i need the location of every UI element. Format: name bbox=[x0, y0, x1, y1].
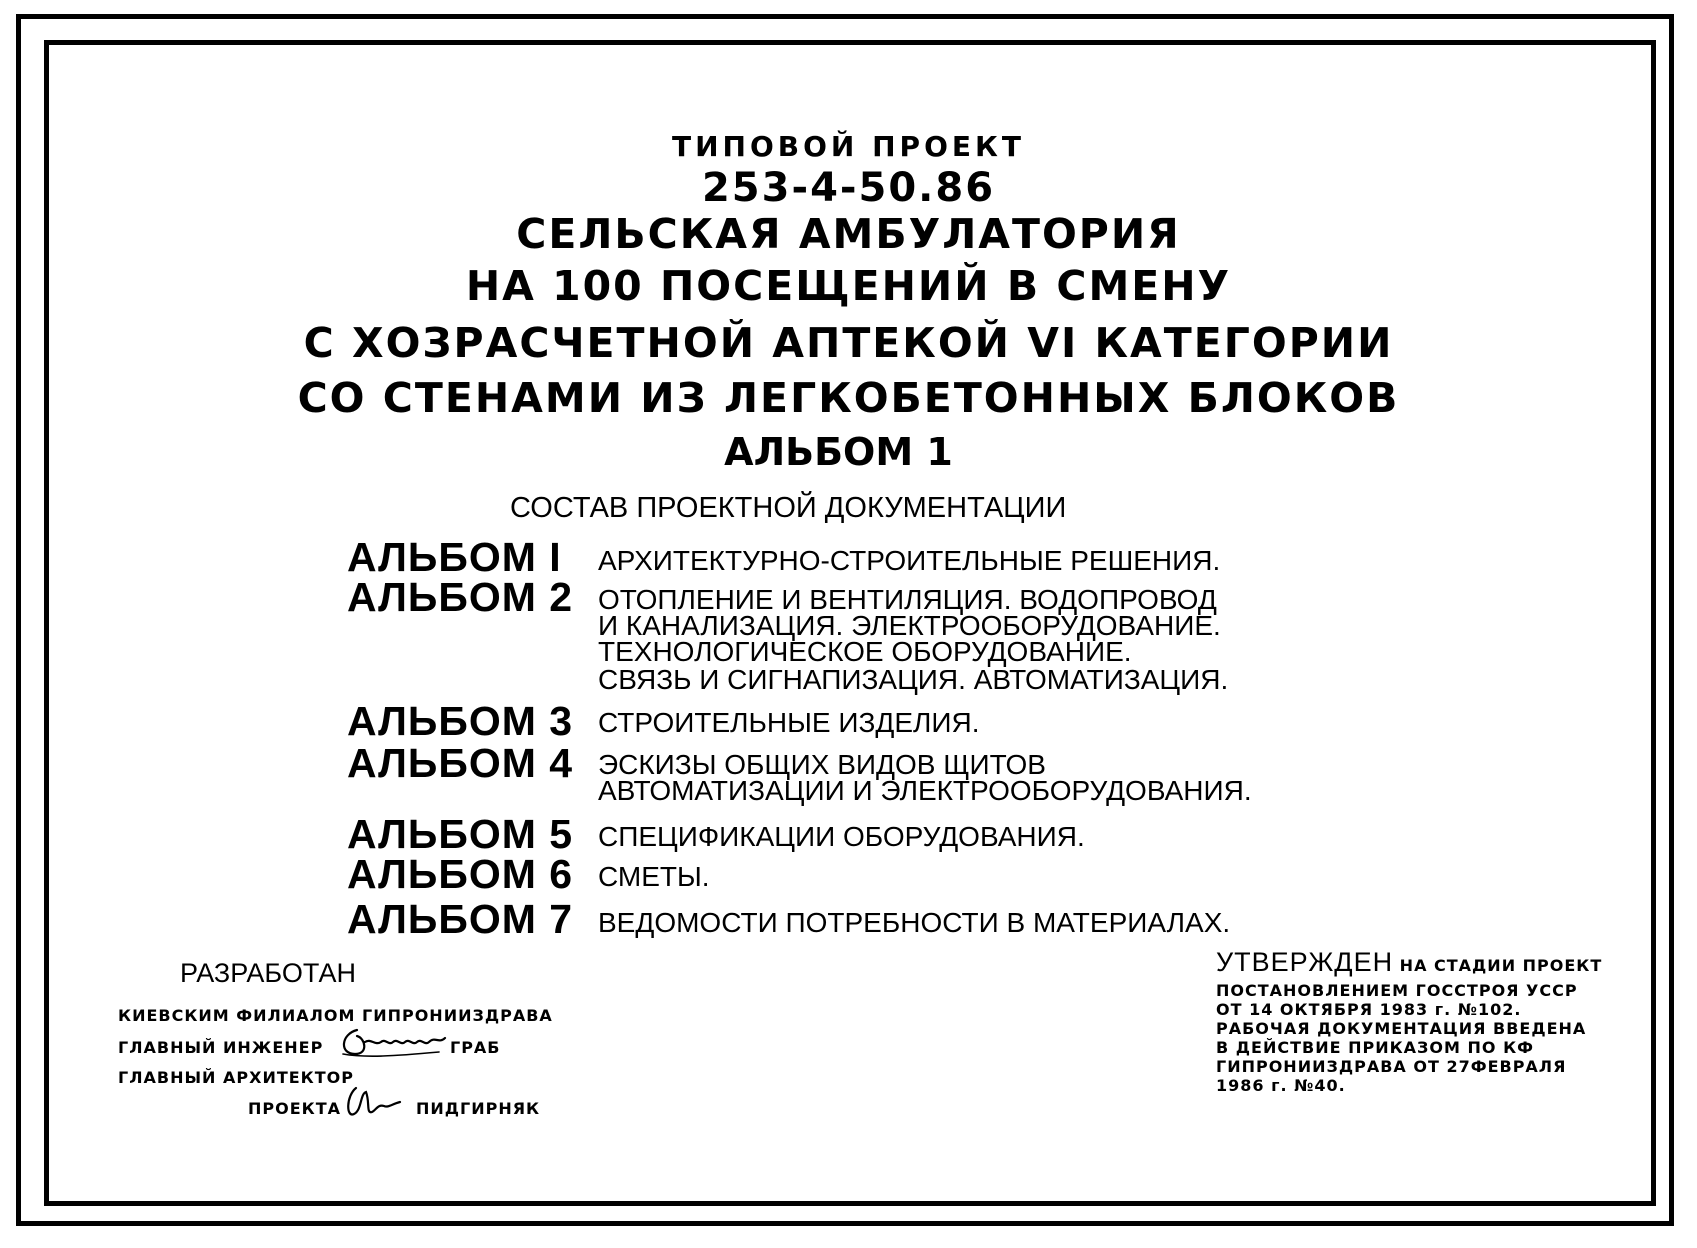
album-4-label: АЛЬБОМ 4 bbox=[347, 740, 574, 786]
album-7-label: АЛЬБОМ 7 bbox=[347, 896, 574, 942]
title-line-4: СО СТЕНАМИ ИЗ ЛЕГКОБЕТОННЫХ БЛОКОВ bbox=[297, 374, 1400, 422]
album-6-desc bbox=[598, 861, 710, 893]
chief-engineer-label: ГЛАВНЫЙ ИНЖЕНЕР bbox=[118, 1038, 324, 1057]
album-2-line: ТЕХНОЛОГИЧЕСКОЕ ОБОРУДОВАНИЕ. bbox=[598, 636, 1132, 667]
title-line-3: С ХОЗРАСЧЕТНОЙ АПТЕКОЙ VI КАТЕГОРИИ bbox=[303, 319, 1394, 367]
chief-architect-label: ГЛАВНЫЙ АРХИТЕКТОР bbox=[118, 1068, 354, 1087]
album-1-line: АРХИТЕКТУРНО-СТРОИТЕЛЬНЫЕ РЕШЕНИЯ. bbox=[598, 545, 1221, 576]
album-5-line: СПЕЦИФИКАЦИИ ОБОРУДОВАНИЯ. bbox=[598, 821, 1085, 852]
album-3-desc bbox=[598, 707, 980, 739]
album-7-desc bbox=[598, 907, 1230, 939]
project-label: ПРОЕКТА bbox=[248, 1099, 342, 1118]
album-2-desc bbox=[598, 584, 1228, 696]
album-3-line: СТРОИТЕЛЬНЫЕ ИЗДЕЛИЯ. bbox=[598, 707, 980, 738]
approval-head-rest: НА СТАДИИ ПРОЕКТ bbox=[1399, 956, 1603, 975]
developer-org: КИЕВСКИМ ФИЛИАЛОМ ГИПРОНИИЗДРАВА bbox=[118, 1006, 553, 1025]
album-2-line: СВЯЗЬ И СИГНАПИЗАЦИЯ. АВТОМАТИЗАЦИЯ. bbox=[598, 664, 1229, 695]
composition-title: СОСТАВ ПРОЕКТНОЙ ДОКУМЕНТАЦИИ bbox=[510, 492, 1067, 524]
album-1-desc bbox=[598, 545, 1220, 577]
album-5-label: АЛЬБОМ 5 bbox=[347, 811, 574, 857]
album-1-label: АЛЬБОМ I bbox=[347, 534, 562, 580]
title-line-1: СЕЛЬСКАЯ АМБУЛАТОРИЯ bbox=[516, 210, 1181, 258]
album-6-line: СМЕТЫ. bbox=[598, 861, 710, 892]
chief-architect-name: ПИДГИРНЯК bbox=[416, 1099, 541, 1118]
album-7-line: ВЕДОМОСТИ ПОТРЕБНОСТИ В МАТЕРИАЛАХ. bbox=[598, 907, 1231, 938]
chief-engineer-signature bbox=[335, 1024, 455, 1062]
album-6-label: АЛЬБОМ 6 bbox=[347, 851, 574, 897]
album-2-line: И КАНАЛИЗАЦИЯ. ЭЛЕКТРООБОРУДОВАНИЕ. bbox=[598, 610, 1221, 641]
approval-line: ПОСТАНОВЛЕНИЕМ ГОССТРОЯ УССР bbox=[1216, 981, 1578, 1000]
album-4-line: ЭСКИЗЫ ОБЩИХ ВИДОВ ЩИТОВ bbox=[598, 749, 1046, 780]
project-number: 253-4-50.86 bbox=[701, 165, 996, 211]
approval-line: РАБОЧАЯ ДОКУМЕНТАЦИЯ ВВЕДЕНА bbox=[1216, 1019, 1587, 1038]
chief-engineer-name: ГРАБ bbox=[450, 1038, 501, 1057]
approval-line: ОТ 14 ОКТЯБРЯ 1983 г. №102. bbox=[1216, 1000, 1522, 1019]
album-3-label: АЛЬБОМ 3 bbox=[347, 698, 574, 744]
album-4-desc bbox=[598, 749, 1252, 807]
project-series-label: ТИПОВОЙ ПРОЕКТ bbox=[672, 130, 1025, 163]
album-2-line: ОТОПЛЕНИЕ И ВЕНТИЛЯЦИЯ. ВОДОПРОВОД bbox=[598, 584, 1217, 615]
approval-block bbox=[1216, 947, 1603, 1095]
album-5-desc bbox=[598, 821, 1085, 853]
album-heading: АЛЬБОМ 1 bbox=[724, 430, 953, 474]
chief-architect-signature bbox=[340, 1084, 404, 1124]
approval-head: УТВЕРЖДЕН bbox=[1216, 947, 1394, 977]
approval-line: 1986 г. №40. bbox=[1216, 1076, 1346, 1095]
approval-line: В ДЕЙСТВИЕ ПРИКАЗОМ ПО КФ bbox=[1216, 1038, 1535, 1057]
developer-title: РАЗРАБОТАН bbox=[180, 958, 356, 988]
album-4-line: АВТОМАТИЗАЦИИ И ЭЛЕКТРООБОРУДОВАНИЯ. bbox=[598, 775, 1252, 806]
approval-line: ГИПРОНИИЗДРАВА ОТ 27ФЕВРАЛЯ bbox=[1216, 1057, 1567, 1076]
title-line-2: НА 100 ПОСЕЩЕНИЙ В СМЕНУ bbox=[465, 262, 1232, 310]
album-2-label: АЛЬБОМ 2 bbox=[347, 574, 574, 620]
